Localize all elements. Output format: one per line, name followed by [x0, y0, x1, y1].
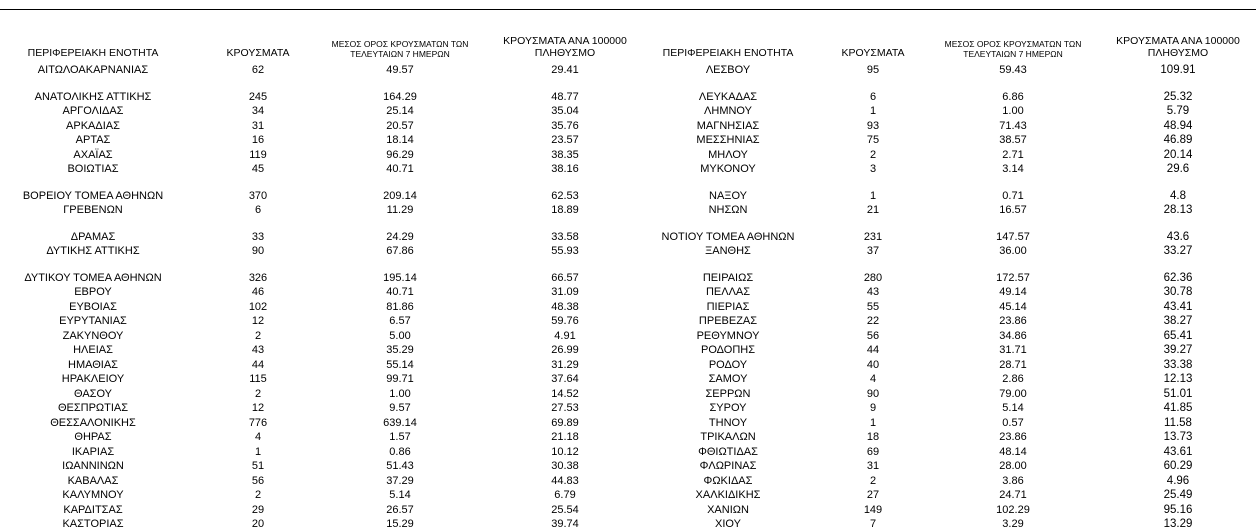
avg-cell: 6.86: [1002, 90, 1024, 103]
cases-cell: 34: [251, 105, 265, 117]
per-100k-cell: 26.99: [551, 344, 579, 356]
cases-cell: 90: [251, 245, 265, 257]
cases-cell: 149: [863, 503, 883, 516]
cases-cell: 12: [251, 402, 265, 414]
cases-cell: 40: [866, 358, 880, 371]
region-cell: ΑΡΓΟΛΙΔΑΣ: [62, 105, 124, 117]
cases-cell: 75: [866, 134, 880, 146]
avg-cell: 172.57: [996, 271, 1030, 284]
per-100k-cell: 38.16: [551, 163, 579, 175]
region-cell: ΣΕΡΡΩΝ: [705, 387, 751, 400]
per-100k-cell: 44.83: [551, 474, 579, 487]
region-cell: ΦΩΚΙΔΑΣ: [703, 474, 753, 487]
cases-cell: 102: [248, 300, 268, 313]
per-100k-cell: 66.57: [551, 271, 579, 284]
header-region: ΠΕΡΙΦΕΡΕΙΑΚΗ ΕΝΟΤΗΤΑ: [27, 47, 159, 59]
per-100k-cell: 41.85: [1163, 402, 1193, 414]
avg-cell: 209.14: [383, 189, 417, 202]
region-cell: ΚΑΣΤΟΡΙΑΣ: [62, 518, 124, 530]
avg-cell: 3.29: [1002, 518, 1024, 530]
cases-cell: 2: [869, 148, 877, 161]
per-100k-cell: 37.64: [551, 373, 579, 385]
region-cell: ΜΗΛΟΥ: [708, 148, 748, 161]
region-cell: ΒΟΡΕΙΟΥ ΤΟΜΕΑ ΑΘΗΝΩΝ: [22, 189, 164, 202]
avg-cell: 5.14: [1002, 402, 1024, 414]
per-100k-cell: 95.16: [1163, 503, 1193, 516]
cases-cell: 20: [251, 518, 265, 530]
per-100k-cell: 62.36: [1163, 271, 1193, 284]
region-cell: ΖΑΚΥΝΘΟΥ: [62, 329, 124, 342]
avg-cell: 6.57: [389, 315, 411, 327]
avg-cell: 2.86: [1002, 373, 1024, 385]
region-cell: ΔΥΤΙΚΟΥ ΤΟΜΕΑ ΑΘΗΝΩΝ: [24, 271, 162, 284]
avg-cell: 40.71: [386, 163, 414, 175]
region-cell: ΑΙΤΩΛΟΑΚΑΡΝΑΝΙΑΣ: [37, 64, 149, 76]
per-100k-cell: 38.35: [551, 148, 579, 161]
region-cell: ΑΡΤΑΣ: [75, 134, 111, 146]
avg-cell: 40.71: [386, 286, 414, 298]
avg-cell: 15.29: [386, 518, 414, 530]
cases-cell: 46: [251, 286, 265, 298]
cases-cell: 119: [249, 148, 267, 161]
per-100k-cell: 18.89: [551, 204, 579, 216]
region-cell: ΣΥΡΟΥ: [709, 402, 747, 414]
per-100k-cell: 25.54: [551, 503, 579, 516]
region-cell: ΜΑΓΝΗΣΙΑΣ: [696, 119, 760, 132]
per-100k-cell: 20.14: [1163, 148, 1193, 161]
per-100k-cell: 51.01: [1163, 387, 1193, 400]
region-cell: ΙΩΑΝΝΙΝΩΝ: [62, 460, 124, 472]
avg-cell: 2.71: [1002, 148, 1024, 161]
avg-cell: 31.71: [999, 344, 1027, 356]
region-cell: ΛΕΣΒΟΥ: [705, 64, 751, 76]
cases-cell: 56: [866, 329, 880, 342]
cases-cell: 4: [869, 373, 877, 385]
cases-cell: 62: [251, 64, 265, 76]
region-cell: ΚΑΒΑΛΑΣ: [67, 474, 119, 487]
per-100k-cell: 27.53: [551, 402, 579, 414]
per-100k-cell: 59.76: [551, 315, 579, 327]
region-cell: ΤΗΝΟΥ: [708, 416, 748, 429]
avg-cell: 28.00: [999, 460, 1027, 472]
cases-cell: 1: [869, 189, 877, 202]
per-100k-cell: 5.79: [1166, 105, 1190, 117]
header-per-100k: ΚΡΟΥΣΜΑΤΑ ΑΝΑ 100000 ΠΛΗΘΥΣΜΟ: [1116, 35, 1240, 59]
region-cell: ΧΑΛΚΙΔΙΚΗΣ: [695, 489, 761, 501]
avg-cell: 96.29: [386, 148, 414, 161]
cases-cell: 37: [866, 245, 880, 257]
header-avg-7-days: ΜΕΣΟΣ ΟΡΟΣ ΚΡΟΥΣΜΑΤΩΝ ΤΩΝ ΤΕΛΕΥΤΑΙΩΝ 7 ΗΜΕΡΩΝ: [331, 39, 469, 59]
header-per-100k: ΚΡΟΥΣΜΑΤΑ ΑΝΑ 100000 ΠΛΗΘΥΣΜΟ: [503, 35, 627, 59]
cases-cell: 3: [869, 163, 877, 175]
avg-cell: 5.00: [389, 329, 411, 342]
region-cell: ΡΟΔΟΥ: [708, 358, 748, 371]
region-cell: ΔΥΤΙΚΗΣ ΑΤΤΙΚΗΣ: [46, 245, 140, 257]
region-cell: ΠΡΕΒΕΖΑΣ: [698, 315, 758, 327]
per-100k-cell: 109.91: [1160, 64, 1196, 76]
header-cases: ΚΡΟΥΣΜΑΤΑ: [841, 47, 905, 59]
per-100k-cell: 13.73: [1163, 431, 1193, 443]
per-100k-cell: 60.29: [1163, 460, 1193, 472]
per-100k-cell: 6.79: [554, 489, 576, 501]
region-cell: ΚΑΡΔΙΤΣΑΣ: [63, 503, 123, 516]
per-100k-cell: 31.09: [551, 286, 579, 298]
avg-cell: 37.29: [386, 474, 414, 487]
per-100k-cell: 48.94: [1163, 119, 1193, 132]
region-cell: ΦΛΩΡΙΝΑΣ: [699, 460, 757, 472]
region-cell: ΝΗΣΩΝ: [708, 204, 748, 216]
region-cell: ΗΛΕΙΑΣ: [73, 344, 113, 356]
region-cell: ΧΑΝΙΩΝ: [707, 503, 749, 516]
per-100k-cell: 4.96: [1166, 474, 1190, 487]
region-cell: ΕΒΡΟΥ: [74, 286, 112, 298]
region-cell: ΕΥΒΟΙΑΣ: [69, 300, 117, 313]
cases-cell: 95: [866, 64, 880, 76]
header-cases: ΚΡΟΥΣΜΑΤΑ: [226, 47, 290, 59]
cases-cell: 12: [251, 315, 265, 327]
cases-cell: 326: [248, 271, 268, 284]
per-100k-cell: 33.38: [1163, 358, 1193, 371]
region-cell: ΚΑΛΥΜΝΟΥ: [62, 489, 124, 501]
cases-cell: 43: [251, 344, 265, 356]
cases-cell: 44: [866, 344, 880, 356]
cases-cell: 18: [866, 431, 880, 443]
cases-cell: 7: [869, 518, 877, 530]
per-100k-cell: 29.41: [551, 64, 579, 76]
per-100k-cell: 30.78: [1163, 286, 1193, 298]
avg-cell: 1.00: [1002, 105, 1024, 117]
avg-cell: 9.57: [389, 402, 411, 414]
cases-cell: 45: [251, 163, 265, 175]
region-cell: ΔΡΑΜΑΣ: [70, 230, 116, 243]
region-cell: ΦΘΙΩΤΙΔΑΣ: [698, 445, 758, 458]
per-100k-cell: 29.6: [1166, 163, 1190, 175]
avg-cell: 195.14: [383, 271, 417, 284]
region-cell: ΜΕΣΣΗΝΙΑΣ: [696, 134, 760, 146]
avg-cell: 71.43: [999, 119, 1027, 132]
cases-cell: 90: [866, 387, 880, 400]
cases-cell: 31: [866, 460, 880, 472]
header-avg-7-days: ΜΕΣΟΣ ΟΡΟΣ ΚΡΟΥΣΜΑΤΩΝ ΤΩΝ ΤΕΛΕΥΤΑΙΩΝ 7 ΗΜΕΡΩΝ: [944, 39, 1082, 59]
per-100k-cell: 25.49: [1163, 489, 1193, 501]
cases-cell: 115: [249, 373, 267, 385]
region-cell: ΝΟΤΙΟΥ ΤΟΜΕΑ ΑΘΗΝΩΝ: [661, 230, 795, 243]
region-cell: ΛΗΜΝΟΥ: [704, 105, 752, 117]
avg-cell: 99.71: [386, 373, 414, 385]
avg-cell: 0.57: [1002, 416, 1024, 429]
per-100k-cell: 33.27: [1163, 245, 1193, 257]
cases-cell: 2: [869, 474, 877, 487]
avg-cell: 0.71: [1002, 189, 1024, 202]
per-100k-cell: 43.41: [1163, 300, 1193, 313]
avg-cell: 3.14: [1002, 163, 1024, 175]
per-100k-cell: 39.27: [1163, 344, 1193, 356]
per-100k-cell: 13.29: [1163, 518, 1193, 530]
avg-cell: 1.57: [389, 431, 411, 443]
cases-cell: 1: [869, 105, 877, 117]
cases-cell: 6: [869, 90, 877, 103]
cases-cell: 231: [863, 230, 883, 243]
per-100k-cell: 11.58: [1164, 416, 1192, 429]
per-100k-cell: 65.41: [1163, 329, 1193, 342]
avg-cell: 3.86: [1002, 474, 1024, 487]
avg-cell: 81.86: [386, 300, 414, 313]
per-100k-cell: 10.12: [551, 445, 579, 458]
avg-cell: 25.14: [386, 105, 414, 117]
cases-cell: 55: [866, 300, 880, 313]
avg-cell: 34.86: [999, 329, 1027, 342]
avg-cell: 24.29: [386, 230, 414, 243]
region-cell: ΜΥΚΟΝΟΥ: [700, 163, 756, 175]
avg-cell: 164.29: [383, 90, 417, 103]
per-100k-cell: 35.04: [551, 105, 579, 117]
per-100k-cell: 14.52: [551, 387, 579, 400]
cases-cell: 27: [866, 489, 880, 501]
cases-cell: 1: [254, 445, 262, 458]
cases-cell: 2: [254, 329, 262, 342]
per-100k-cell: 23.57: [551, 134, 579, 146]
avg-cell: 49.57: [386, 64, 414, 76]
avg-cell: 5.14: [389, 489, 411, 501]
region-cell: ΘΕΣΠΡΩΤΙΑΣ: [57, 402, 129, 414]
per-100k-cell: 48.38: [551, 300, 579, 313]
per-100k-cell: 62.53: [551, 189, 579, 202]
region-cell: ΕΥΡΥΤΑΝΙΑΣ: [59, 315, 127, 327]
region-cell: ΓΡΕΒΕΝΩΝ: [63, 204, 123, 216]
per-100k-cell: 48.77: [551, 90, 579, 103]
cases-cell: 22: [866, 315, 880, 327]
avg-cell: 24.71: [999, 489, 1027, 501]
avg-cell: 79.00: [999, 387, 1027, 400]
avg-cell: 23.86: [999, 315, 1027, 327]
cases-cell: 2: [254, 387, 262, 400]
per-100k-cell: 43.61: [1163, 445, 1193, 458]
cases-cell: 44: [251, 358, 265, 371]
avg-cell: 45.14: [999, 300, 1027, 313]
region-cell: ΡΕΘΥΜΝΟΥ: [696, 329, 760, 342]
cases-cell: 2: [254, 489, 262, 501]
avg-cell: 23.86: [999, 431, 1027, 443]
cases-cell: 9: [869, 402, 877, 414]
region-cell: ΠΕΛΛΑΣ: [705, 286, 751, 298]
region-cell: ΘΑΣΟΥ: [73, 387, 113, 400]
cases-cell: 776: [248, 416, 268, 429]
per-100k-cell: 39.74: [551, 518, 579, 530]
region-cell: ΑΧΑΪΑΣ: [73, 148, 113, 161]
per-100k-cell: 55.93: [551, 245, 579, 257]
region-cell: ΠΙΕΡΙΑΣ: [706, 300, 750, 313]
per-100k-cell: 33.58: [551, 230, 579, 243]
per-100k-cell: 43.6: [1166, 230, 1190, 243]
per-100k-cell: 25.32: [1163, 90, 1193, 103]
cases-cell: 370: [248, 189, 268, 202]
cases-cell: 33: [251, 230, 265, 243]
avg-cell: 36.00: [999, 245, 1027, 257]
avg-cell: 38.57: [999, 134, 1027, 146]
avg-cell: 18.14: [386, 134, 414, 146]
cases-cell: 4: [254, 431, 262, 443]
cases-cell: 6: [254, 204, 262, 216]
region-cell: ΝΑΞΟΥ: [709, 189, 747, 202]
region-cell: ΒΟΙΩΤΙΑΣ: [67, 163, 119, 175]
cases-cell: 16: [251, 134, 265, 146]
cases-cell: 29: [251, 503, 265, 516]
top-rule: [0, 9, 1256, 10]
region-cell: ΑΡΚΑΔΙΑΣ: [66, 119, 120, 132]
region-cell: ΘΗΡΑΣ: [74, 431, 112, 443]
per-100k-cell: 38.27: [1163, 315, 1193, 327]
avg-cell: 11.29: [386, 204, 414, 216]
region-cell: ΧΙΟΥ: [715, 518, 741, 530]
cases-cell: 21: [866, 204, 880, 216]
region-cell: ΡΟΔΟΠΗΣ: [700, 344, 756, 356]
avg-cell: 16.57: [999, 204, 1027, 216]
per-100k-cell: 31.29: [551, 358, 579, 371]
avg-cell: 1.00: [389, 387, 411, 400]
per-100k-cell: 4.8: [1170, 189, 1186, 202]
region-cell: ΗΡΑΚΛΕΙΟΥ: [61, 373, 125, 385]
avg-cell: 147.57: [996, 230, 1030, 243]
avg-cell: 51.43: [386, 460, 414, 472]
region-cell: ΞΑΝΘΗΣ: [705, 245, 751, 257]
cases-cell: 245: [248, 90, 268, 103]
avg-cell: 67.86: [386, 245, 414, 257]
region-cell: ΙΚΑΡΙΑΣ: [71, 445, 115, 458]
per-100k-cell: 4.91: [554, 329, 576, 342]
per-100k-cell: 30.38: [551, 460, 579, 472]
avg-cell: 28.71: [999, 358, 1027, 371]
region-cell: ΘΕΣΣΑΛΟΝΙΚΗΣ: [50, 416, 136, 429]
avg-cell: 0.86: [389, 445, 411, 458]
cases-cell: 69: [866, 445, 880, 458]
per-100k-cell: 21.18: [551, 431, 579, 443]
avg-cell: 102.29: [996, 503, 1030, 516]
per-100k-cell: 12.13: [1163, 373, 1193, 385]
avg-cell: 26.57: [386, 503, 414, 516]
region-cell: ΗΜΑΘΙΑΣ: [68, 358, 118, 371]
avg-cell: 48.14: [999, 445, 1027, 458]
header-region: ΠΕΡΙΦΕΡΕΙΑΚΗ ΕΝΟΤΗΤΑ: [662, 47, 794, 59]
cases-cell: 1: [869, 416, 877, 429]
per-100k-cell: 69.89: [551, 416, 579, 429]
cases-cell: 31: [251, 119, 265, 132]
region-cell: ΠΕΙΡΑΙΩΣ: [702, 271, 754, 284]
region-cell: ΑΝΑΤΟΛΙΚΗΣ ΑΤΤΙΚΗΣ: [34, 90, 152, 103]
per-100k-cell: 28.13: [1163, 204, 1193, 216]
region-cell: ΤΡΙΚΑΛΩΝ: [700, 431, 756, 443]
avg-cell: 59.43: [999, 64, 1027, 76]
avg-cell: 49.14: [999, 286, 1027, 298]
per-100k-cell: 46.89: [1163, 134, 1193, 146]
avg-cell: 20.57: [386, 119, 414, 132]
avg-cell: 55.14: [386, 358, 414, 371]
region-cell: ΛΕΥΚΑΔΑΣ: [698, 90, 758, 103]
cases-cell: 51: [251, 460, 265, 472]
region-cell: ΣΑΜΟΥ: [708, 373, 748, 385]
cases-cell: 56: [251, 474, 265, 487]
avg-cell: 639.14: [383, 416, 417, 429]
cases-cell: 43: [866, 286, 880, 298]
per-100k-cell: 35.76: [551, 119, 579, 132]
cases-cell: 93: [866, 119, 880, 132]
cases-cell: 280: [863, 271, 883, 284]
avg-cell: 35.29: [386, 344, 414, 356]
